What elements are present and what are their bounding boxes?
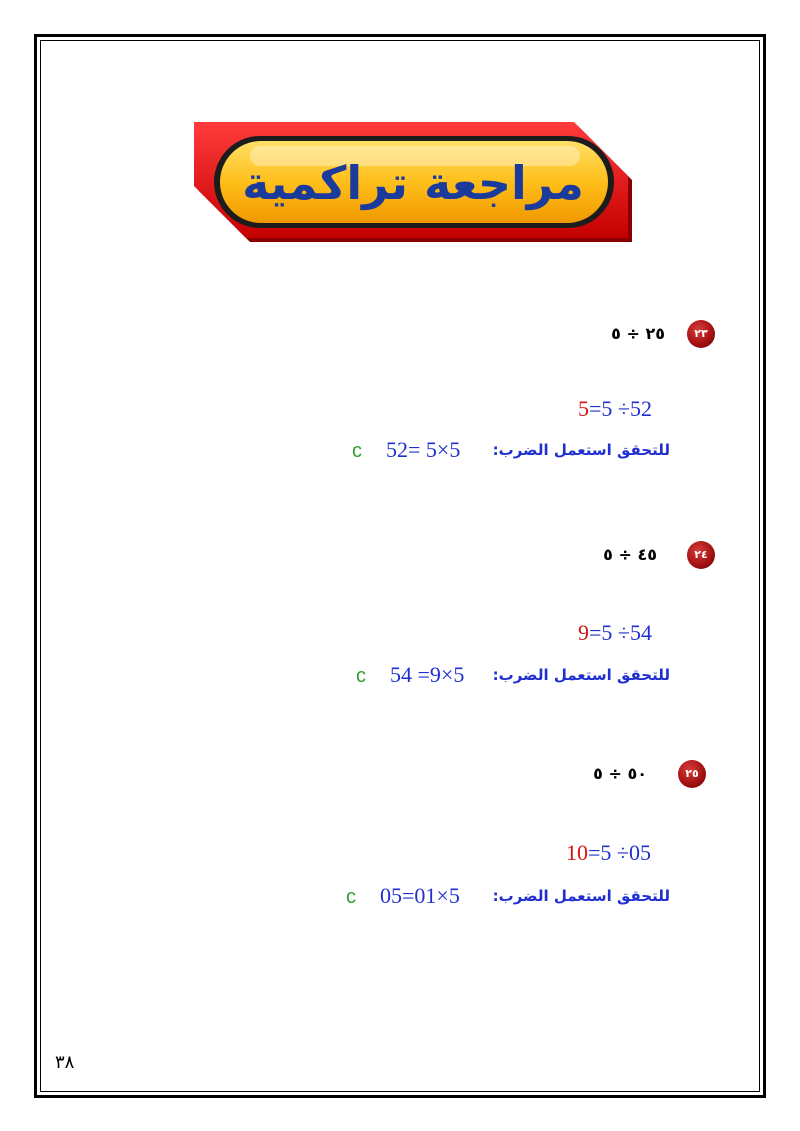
problem-expression: ٥٠ ÷ ٥ bbox=[593, 764, 647, 783]
check-label: للتحقق استعمل الضرب: bbox=[492, 441, 670, 459]
check-label: للتحقق استعمل الضرب: bbox=[492, 666, 670, 684]
solution-expression: 25÷ 5= bbox=[589, 396, 652, 421]
solution-expression: 50÷ 5= bbox=[588, 840, 651, 865]
problem-number-badge: ٢٤ bbox=[687, 541, 715, 569]
solution-expression: 45÷ 5= bbox=[589, 620, 652, 645]
solution-result: 10 bbox=[566, 840, 588, 865]
check-mark: c bbox=[356, 665, 366, 687]
solution-line bbox=[566, 840, 651, 866]
title-banner bbox=[190, 120, 640, 250]
check-mark: c bbox=[352, 440, 362, 462]
solution-result: 5 bbox=[578, 396, 589, 421]
check-equation: 5×5 =25 bbox=[386, 437, 461, 462]
problem-number-badge: ٢٣ bbox=[687, 320, 715, 348]
solution-line bbox=[578, 620, 652, 646]
problem-number-badge: ٢٥ bbox=[678, 760, 706, 788]
page-number: ٣٨ bbox=[55, 1052, 75, 1073]
problem-expression: ٢٥ ÷ ٥ bbox=[611, 324, 665, 343]
solution-line bbox=[578, 396, 652, 422]
solution-result: 9 bbox=[578, 620, 589, 645]
check-equation: 5×9= 45 bbox=[390, 662, 465, 687]
check-equation: 5×10=50 bbox=[380, 883, 460, 908]
check-label: للتحقق استعمل الضرب: bbox=[492, 887, 670, 905]
page-title: مراجعة تراكمية bbox=[242, 156, 584, 210]
problem-expression: ٤٥ ÷ ٥ bbox=[603, 545, 657, 564]
check-mark: c bbox=[346, 886, 356, 908]
